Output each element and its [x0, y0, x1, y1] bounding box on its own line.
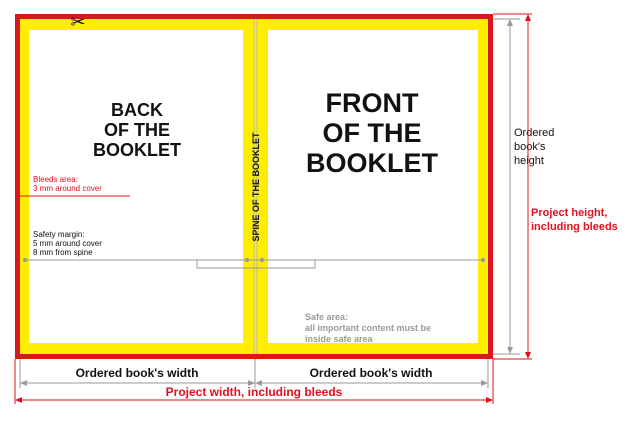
guide-dot-right — [481, 258, 485, 262]
safety-note-line3: 8 mm from spine — [33, 248, 93, 257]
ordered-height-line3: height — [514, 155, 544, 167]
back-title-line3: BOOKLET — [93, 140, 181, 160]
guide-dot-spine-left — [245, 258, 249, 262]
ordered-width-left-label: Ordered book's width — [75, 366, 199, 380]
guide-dot-left — [23, 258, 27, 262]
safety-note-line2: 5 mm around cover — [33, 239, 102, 248]
back-title-line2: OF THE — [104, 120, 170, 140]
ordered-width-right-label: Ordered book's width — [309, 366, 433, 380]
safe-area-note-line3: inside safe area — [305, 334, 373, 344]
project-width-label: Project width, including bleeds — [165, 385, 343, 399]
safe-area-note-title: Safe area: — [305, 312, 349, 322]
guide-dot-spine-right — [260, 258, 264, 262]
front-safe-area — [268, 30, 478, 343]
project-height-line1: Project height, — [531, 207, 608, 219]
bleeds-note-title: Bleeds area: — [33, 175, 78, 184]
front-title-line3: BOOKLET — [306, 148, 438, 178]
bleeds-note-detail: 3 mm around cover — [33, 184, 102, 193]
back-title-line1: BACK — [111, 100, 163, 120]
front-title-line2: OF THE — [322, 118, 422, 148]
ordered-height-line2: book's — [514, 141, 546, 153]
safe-area-note-line2: all important content must be — [305, 323, 432, 333]
project-height-line2: including bleeds — [531, 221, 618, 233]
ordered-height-line1: Ordered — [514, 127, 555, 139]
safety-note-title: Safety margin: — [33, 230, 85, 239]
spine-label: SPINE OF THE BOOKLET — [251, 132, 261, 242]
scissors-icon: ✂ — [70, 12, 86, 32]
front-title-line1: FRONT — [325, 88, 419, 118]
